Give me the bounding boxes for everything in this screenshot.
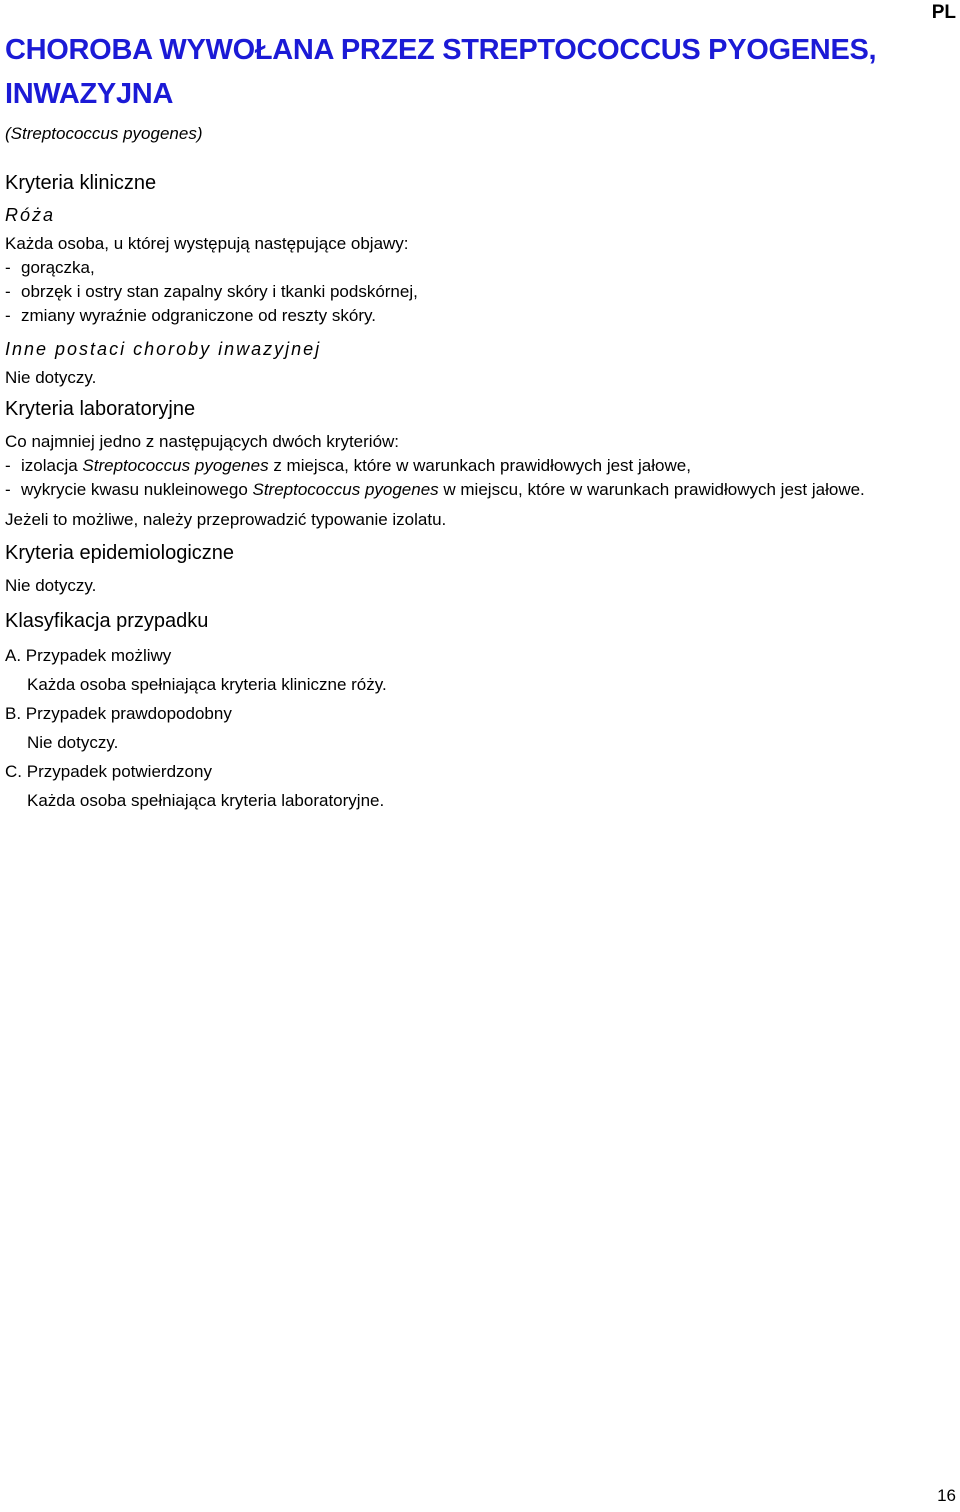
list-item-text: zmiany wyraźnie odgraniczone od reszty skóry. — [21, 306, 376, 325]
case-title: Przypadek potwierdzony — [26, 762, 212, 781]
list-item: - wykrycie kwasu nukleinowego Streptococcus pyogenes w miejscu, które w warunkach prawidłowych jest jałowe. — [5, 480, 865, 499]
case-confirmed-label — [5, 760, 945, 784]
list-item: - gorączka, — [5, 258, 95, 277]
list-item: - izolacja Streptococcus pyogenes z miejsca, które w warunkach prawidłowych jest jałowe, — [5, 456, 691, 475]
clinical-criteria-heading: Kryteria kliniczne — [5, 172, 157, 194]
page-title: CHOROBA WYWOŁANA PRZEZ STREPTOCOCCUS PYOGENES, INWAZYJNA — [5, 34, 877, 110]
case-confirmed-text: Każda osoba spełniająca kryteria laboratoryjne. — [27, 791, 385, 810]
document-body — [5, 28, 945, 813]
lab-note: Jeżeli to możliwe, należy przeprowadzić typowanie izolatu. — [5, 510, 447, 529]
lab-item-2-species: Streptococcus pyogenes — [252, 480, 439, 499]
list-item: - zmiany wyraźnie odgraniczone od reszty skóry. — [5, 306, 376, 325]
epi-text: Nie dotyczy. — [5, 576, 97, 595]
page-number: 16 — [937, 1486, 956, 1505]
pathogen-subtitle: (Streptococcus pyogenes) — [5, 124, 203, 143]
other-forms-heading: Inne postaci choroby inwazyjnej — [5, 339, 322, 359]
list-item-text: obrzęk i ostry stan zapalny skóry i tkanki podskórnej, — [21, 282, 418, 301]
case-title: Przypadek prawdopodobny — [25, 704, 232, 723]
case-title: Przypadek możliwy — [25, 646, 172, 665]
lab-item-2-post: w miejscu, które w warunkach prawidłowych jest jałowe. — [438, 480, 865, 499]
lab-criteria-heading: Kryteria laboratoryjne — [5, 398, 196, 420]
list-item: - obrzęk i ostry stan zapalny skóry i tkanki podskórnej, — [5, 282, 418, 301]
language-code: PL — [931, 2, 956, 23]
other-forms-text: Nie dotyczy. — [5, 368, 97, 387]
case-letter: C. — [5, 762, 22, 781]
case-possible-label — [5, 644, 945, 668]
lab-item-2-pre: wykrycie kwasu nukleinowego — [21, 480, 253, 499]
lab-item-1-pre: izolacja — [21, 456, 83, 475]
case-probable-text: Nie dotyczy. — [27, 733, 119, 752]
epi-criteria-heading: Kryteria epidemiologiczne — [5, 542, 235, 564]
clinical-intro: Każda osoba, u której występują następujące objawy: — [5, 234, 409, 253]
case-probable-label — [5, 702, 945, 726]
lab-intro: Co najmniej jedno z następujących dwóch kryteriów: — [5, 432, 400, 451]
list-item-text: gorączka, — [21, 258, 95, 277]
lab-item-1-species: Streptococcus pyogenes — [82, 456, 269, 475]
case-letter: A. — [5, 646, 22, 665]
lab-item-1-post: z miejsca, które w warunkach prawidłowych jest jałowe, — [268, 456, 691, 475]
classification-heading: Klasyfikacja przypadku — [5, 610, 209, 632]
case-letter: B. — [5, 704, 22, 723]
rose-heading: Róża — [5, 205, 56, 225]
case-possible-text: Każda osoba spełniająca kryteria kliniczne róży. — [27, 675, 387, 694]
